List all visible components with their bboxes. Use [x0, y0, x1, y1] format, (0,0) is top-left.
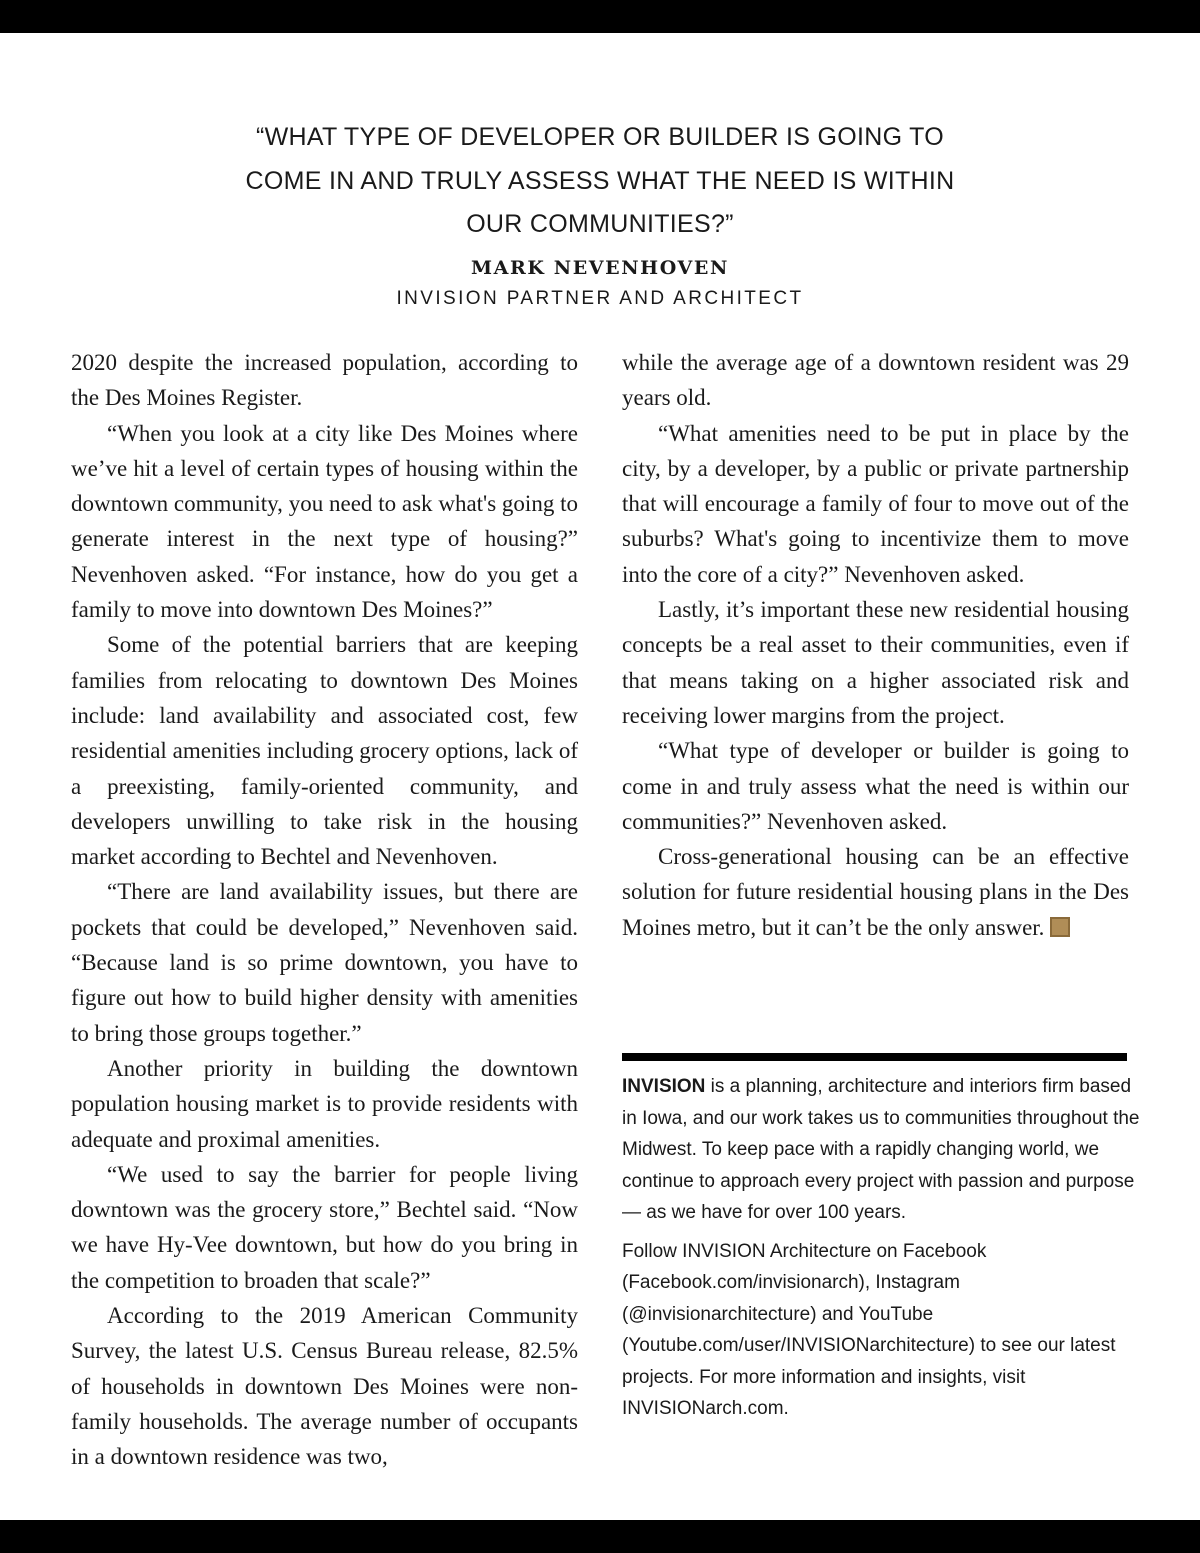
quote-author: MARK NEVENHOVEN — [471, 257, 729, 279]
article-left-column — [71, 345, 578, 1475]
final-paragraph — [622, 839, 1129, 945]
paragraph: 2020 despite the increased population, according to the Des Moines Register. — [71, 350, 578, 411]
bio-description-text: is a planning, architecture and interiors firm based in Iowa, and our work takes us to communities throughout the Midwest. To keep pace with a rapidly changing world, we continue to approach every project with passion and purpose — as we have for over 100 years. — [622, 1076, 1140, 1223]
pull-quote-line-3: OUR COMMUNITIES?” — [466, 210, 734, 238]
company-bio — [622, 1071, 1142, 1425]
paragraph: while the average age of a downtown resident was 29 years old. — [622, 350, 1129, 411]
paragraph: “There are land availability issues, but there are pockets that could be developed,” Nevenhoven said. “Because land is so prime downtown, you have to figure out how to build higher density with amenities to bring those groups together.” — [71, 879, 578, 1046]
bio-divider — [622, 1053, 1127, 1061]
paragraph: “When you look at a city like Des Moines where we’ve hit a level of certain types of housing within the downtown community, you need to ask what's going to generate interest in the next type of housing?” Nevenhoven asked. “For instance, how do you get a family to move into downtown Des Moines?” — [71, 420, 578, 623]
paragraph: “What type of developer or builder is going to come in and truly assess what the need is within our communities?” Nevenhoven asked. — [622, 738, 1129, 834]
paragraph: According to the 2019 American Community Survey, the latest U.S. Census Bureau release, 82.5% of households in downtown Des Moines were non-family households. The average number of occupants in a downtown residence was two, — [71, 1303, 578, 1470]
pull-quote — [200, 116, 1000, 247]
quote-author-role: INVISION PARTNER AND ARCHITECT — [396, 288, 804, 309]
end-of-article-icon — [1050, 917, 1099, 937]
paragraph: Another priority in building the downtown population housing market is to provide residents with adequate and proximal amenities. — [71, 1055, 578, 1152]
bottom-black-bar — [0, 1520, 1200, 1553]
end-mark-letter: B — [1088, 918, 1099, 935]
pull-quote-line-1: “WHAT TYPE OF DEVELOPER OR BUILDER IS GOING TO — [255, 123, 944, 151]
pull-quote-line-2: COME IN AND TRULY ASSESS WHAT THE NEED IS WITHIN — [245, 166, 955, 195]
paragraph: “What amenities need to be put in place by the city, by a developer, by a public or private partnership that will encourage a family of four to move out of the suburbs? What's going to incentivize them to move into the core of a city?” Nevenhoven asked. — [622, 420, 1129, 587]
top-black-bar — [0, 0, 1200, 33]
bio-description — [622, 1071, 1142, 1229]
paragraph: Some of the potential barriers that are keeping families from relocating to downtown Des Moines include: land availability and associated cost, few residential amenities including grocery options, lack of a preexisting, family-oriented community, and developers unwilling to take risk in the housing market according to Bechtel and Nevenhoven. — [71, 632, 578, 870]
paragraph: “We used to say the barrier for people living downtown was the grocery store,” Bechtel said. “Now we have Hy-Vee downtown, but how do you bring in the competition to broaden that scale?” — [71, 1161, 578, 1293]
paragraph: Lastly, it’s important these new residential housing concepts be a real asset to their communities, even if that means taking on a higher associated risk and receiving lower margins from the project. — [622, 597, 1129, 728]
article-right-column — [622, 345, 1129, 945]
paragraph-text: Cross-generational housing can be an effective solution for future residential housing plans in the Des Moines metro, but it can’t be the only answer. — [622, 844, 1129, 940]
bio-follow-text: Follow INVISION Architecture on Facebook (Facebook.com/invisionarch), Instagram (@invisionarchitecture) and YouTube (Youtube.com/user/INVISIONarchitecture) to see our latest projects. For more information and insights, visit INVISIONarch.com. — [622, 1240, 1116, 1419]
bio-brand-name: INVISION — [622, 1076, 706, 1097]
